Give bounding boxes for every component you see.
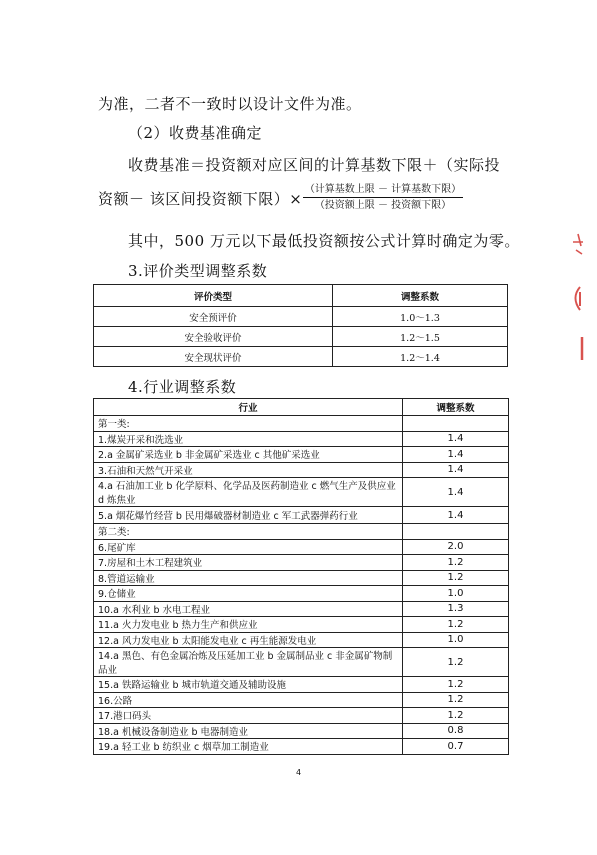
- table-row: [94, 416, 509, 432]
- table-row: [94, 431, 509, 447]
- header-cell: 调整系数: [333, 285, 508, 307]
- section-heading-fee-base: （2）收费基准确定: [128, 124, 263, 142]
- table-cell: 1.2: [403, 692, 509, 708]
- table-row: [94, 692, 509, 708]
- table-row: [94, 507, 509, 524]
- table-cell: 1.煤炭开采和洗选业: [94, 431, 403, 447]
- table-cell: 14.a 黑色、有色金属冶炼及压延加工业 b 金属制品业 c 非金属矿物制品业: [94, 648, 403, 677]
- table-row: [94, 539, 509, 555]
- table-cell: 1.0: [403, 586, 509, 602]
- table-row: [94, 347, 508, 367]
- table-row: [94, 648, 509, 677]
- table-cell: 1.2: [403, 648, 509, 677]
- formula-line-2: 资额－ 该区间投资额下限）×: [98, 190, 303, 208]
- table-row: [94, 570, 509, 586]
- table-cell: 1.4: [403, 431, 509, 447]
- table-cell: 5.a 烟花爆竹经营 b 民用爆破器材制造业 c 军工武器弹药行业: [94, 507, 403, 524]
- table-cell: 1.2: [403, 617, 509, 633]
- stamp-stroke: [576, 287, 581, 310]
- table-row: [94, 739, 509, 755]
- fraction-denominator: （投资额上限 － 投资额下限）: [314, 200, 452, 211]
- table-cell: 1.4: [403, 447, 509, 463]
- paragraph-minimum-note: 其中，500 万元以下最低投资额按公式计算时确定为零。: [128, 232, 520, 250]
- table-cell: 17.港口码头: [94, 708, 403, 724]
- table-cell: 3.石油和天然气开采业: [94, 462, 403, 478]
- table-row: [94, 586, 509, 602]
- table-cell: 1.0: [403, 632, 509, 648]
- table-cell: 1.2: [403, 570, 509, 586]
- stamp-stroke: [573, 234, 583, 254]
- table-cell: 1.4: [403, 462, 509, 478]
- table-row: [94, 524, 509, 540]
- header-cell: 评价类型: [94, 285, 333, 307]
- table-row: [94, 617, 509, 633]
- paragraph-line-1: 为准，二者不一致时以设计文件为准。: [98, 95, 362, 113]
- formula-line-1: 收费基准＝投资额对应区间的计算基数下限＋（实际投: [128, 156, 501, 174]
- table-row: [94, 327, 508, 347]
- table-cell: 安全预评价: [94, 307, 333, 327]
- industry-coefficient-table: [93, 398, 509, 755]
- table-cell: 16.公路: [94, 692, 403, 708]
- table-cell: 2.0: [403, 539, 509, 555]
- table-cell: 12.a 风力发电业 b 太阳能发电业 c 再生能源发电业: [94, 632, 403, 648]
- table-cell: [403, 416, 509, 432]
- table-cell: 1.2～1.5: [333, 327, 508, 347]
- table-cell: 1.2～1.4: [333, 347, 508, 367]
- table-cell: 第一类:: [94, 416, 403, 432]
- page-number: 4: [295, 768, 302, 777]
- table-row: [94, 462, 509, 478]
- table-row: [94, 478, 509, 507]
- table-cell: 0.8: [403, 723, 509, 739]
- table-cell: 1.2: [403, 677, 509, 693]
- table-cell: 安全现状评价: [94, 347, 333, 367]
- table-row: [94, 723, 509, 739]
- table-row: [94, 307, 508, 327]
- table-cell: 4.a 石油加工业 b 化学原料、化学品及医药制造业 c 燃气生产及供应业 d 炼焦业: [94, 478, 403, 507]
- header-cell: 调整系数: [403, 399, 509, 416]
- table-cell: 第二类:: [94, 524, 403, 540]
- table-cell: 安全验收评价: [94, 327, 333, 347]
- table-cell: 1.2: [403, 708, 509, 724]
- table-cell: 18.a 机械设备制造业 b 电器制造业: [94, 723, 403, 739]
- table-cell: [403, 524, 509, 540]
- red-seal-stamp-fragment: [568, 232, 586, 362]
- table-cell: 19.a 轻工业 b 纺织业 c 烟草加工制造业: [94, 739, 403, 755]
- table-cell: 7.房屋和土木工程建筑业: [94, 555, 403, 571]
- table-cell: 2.a 金属矿采选业 b 非金属矿采选业 c 其他矿采选业: [94, 447, 403, 463]
- table-row: [94, 632, 509, 648]
- table-row: [94, 447, 509, 463]
- table-cell: 1.3: [403, 601, 509, 617]
- table-cell: 8.管道运输业: [94, 570, 403, 586]
- fraction-numerator: （计算基数上限 － 计算基数下限）: [304, 184, 462, 195]
- table-cell: 1.4: [403, 507, 509, 524]
- table-row: [94, 708, 509, 724]
- table-cell: 10.a 水利业 b 水电工程业: [94, 601, 403, 617]
- heading-industry-coefficient: 4.行业调整系数: [128, 378, 237, 396]
- table-row: [94, 677, 509, 693]
- heading-evaluation-type: 3.评价类型调整系数: [128, 262, 268, 280]
- table-row: [94, 601, 509, 617]
- fraction-bar: [303, 197, 463, 198]
- table-cell: 6.尾矿库: [94, 539, 403, 555]
- table-cell: 11.a 火力发电业 b 热力生产和供应业: [94, 617, 403, 633]
- table-header-row: [94, 399, 509, 416]
- table-header-row: [94, 285, 508, 307]
- table-cell: 1.2: [403, 555, 509, 571]
- table-cell: 15.a 铁路运输业 b 城市轨道交通及辅助设施: [94, 677, 403, 693]
- header-cell: 行业: [94, 399, 403, 416]
- table-cell: 1.4: [403, 478, 509, 507]
- table-cell: 9.仓储业: [94, 586, 403, 602]
- formula-fraction: [303, 183, 463, 212]
- table-cell: 1.0～1.3: [333, 307, 508, 327]
- evaluation-type-table: [93, 284, 508, 367]
- table-cell: 0.7: [403, 739, 509, 755]
- table-row: [94, 555, 509, 571]
